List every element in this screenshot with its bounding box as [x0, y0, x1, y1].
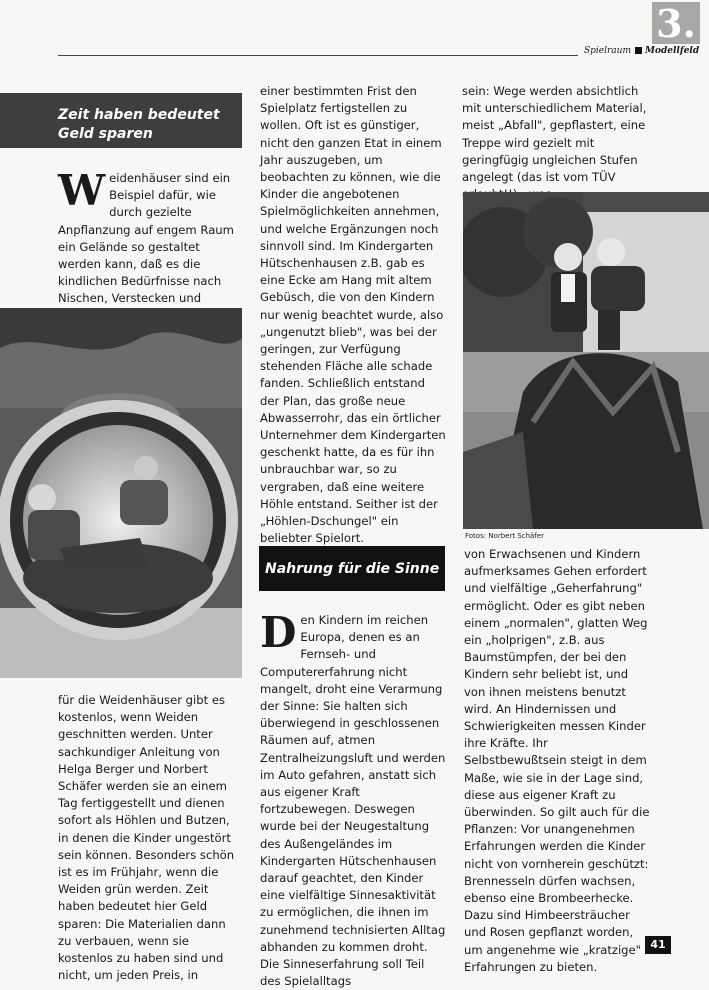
square-bullet-icon: [635, 47, 642, 54]
dropcap-d: D: [260, 608, 297, 657]
header-field: Modellfeld: [645, 46, 700, 56]
article-heading-time: [0, 93, 242, 148]
page-number: 41: [645, 936, 671, 954]
article-heading-senses: [259, 546, 445, 591]
paragraph: von Erwachsenen und Kindern aufmerksames Gehen erfordert und vielfältige „Geherfahrung" ermöglicht. Oder es gibt neben einem „normalen", glatten Weg ein „holprigen", z.B. aus Baumstümpfen, der bei den Kindern sehr beliebt ist, und von ihnen meistens benutzt wird. An Hindernissen und Schwierigkeiten messen Kinder ihre Kräfte. Ihr Selbstbewußtsein steigt in dem Maße, wie sie in der Lage sind, diese aus eigener Kraft zu überwinden. So gilt auch für die Pflanzen: Vor unangenehmen Erfahrungen werden die Kinder nicht von vornherein geschützt: Brennesseln dürfen wachsen, ebenso eine Brombeerhecke. Dazu sind Himbeersträucher und Rosen gepflanzt worden, um angenehme wie „kratzige" Erfahrungen zu bieten.: [464, 547, 650, 974]
pipe-photo-illustration: [0, 308, 242, 678]
column-2-bottom: [260, 608, 446, 990]
paragraph: einer bestimmten Frist den Spielplatz fertigstellen zu wollen. Oft ist es günstiger, nicht den ganzen Etat in einem Jahr auszugeben, um beobachten zu können, wie die Kinder die angebotenen Spielmöglichkeiten annehmen, und welche Ergänzungen noch sinnvoll sind. Im Kindergarten Hütschenhausen z.B. gab es eine Ecke am Hang mit altem Gebüsch, die von den Kindern nur wenig beachtet wurde, also „ungenutzt blieb", was bei der geringen, zur Verfügung stehenden Fläche alle schade fanden. Schließlich entstand der Plan, das große neue Abwasserrohr, das ein örtlicher Unternehmer dem Kindergarten geschenkt hatte, da es für ihn unbrauchbar war, so zu vergraben, daß eine weitere Höhle entstand. Seither ist der „Höhlen-Dschungel" ein beliebter Spielort.: [260, 84, 446, 546]
heading-line-1: Zeit haben bedeutet: [58, 107, 220, 123]
header-rule: [58, 55, 578, 56]
paragraph: eidenhäuser sind ein Beispiel dafür, wie durch gezielte Anpflanzung auf engem Raum ein Gelände so gestaltet werden kann, daß es die kindlichen Bedürfnisse nach Nischen, Verstecken und: [58, 171, 234, 306]
heading-text: Nahrung für die Sinne: [265, 561, 440, 577]
paragraph: sein: Wege werden absichtlich mit unterschiedlichem Material, meist „Abfall", gepflastert, eine Treppe wird gezielt mit geringfügig ungleichen Stufen angelegt (das ist vom TÜV: [462, 84, 647, 185]
dropcap-w: W: [58, 166, 106, 215]
column-2-top: [260, 83, 446, 547]
heading-line-2: Geld sparen: [58, 126, 153, 142]
running-header: [584, 46, 699, 56]
column-3-top: [462, 83, 652, 203]
column-1-bottom: [58, 692, 242, 984]
stump-photo-illustration: [463, 192, 709, 529]
paragraph: en Kindern im reichen Europa, denen es an Fernseh- und Computererfahrung nicht mangelt, droht eine Verarmung der Sinne: Sie halten sich überwiegend in geschlossenen Räumen auf, atmen Zentralheizungsluft und werden im Auto gefahren, anstatt sich aus eigener Kraft fortzubewegen. Deswegen wurde bei der Neugestaltung des Außengeländes im Kindergarten Hütschenhausen darauf geachtet, den Kinder eine vielfältige Sinnesaktivität zu ermöglichen, die ihnen im zunehmend technisierten Alltag abhanden zu kommen droht. Die Sinneserfahrung soll Teil des Spielalltags: [260, 613, 446, 989]
photo-credit: Fotos: Norbert Schäfer: [465, 532, 544, 540]
column-3-bottom: [464, 546, 652, 976]
photo-children-in-pipe: [0, 308, 242, 678]
photo-children-on-stump: [463, 192, 709, 529]
chapter-number-box: 3.: [652, 2, 700, 44]
paragraph: für die Weidenhäuser gibt es kostenlos, wenn Weiden geschnitten werden. Unter sachkundiger Anleitung von Helga Berger und Norbert Schäfer werden sie an einem Tag fertiggestellt und dienen sofort als Höhlen und Butzen, in denen die Kinder ungestört sein können. Besonders schön ist es im Frühjahr, wenn die Weiden grün werden. Zeit haben bedeutet hier Geld sparen: Die Materialien dann zu verbauen, wenn sie kostenlos zu haben sind und nicht, um jeden Preis, in: [58, 693, 235, 983]
header-section: Spielraum: [584, 46, 632, 56]
